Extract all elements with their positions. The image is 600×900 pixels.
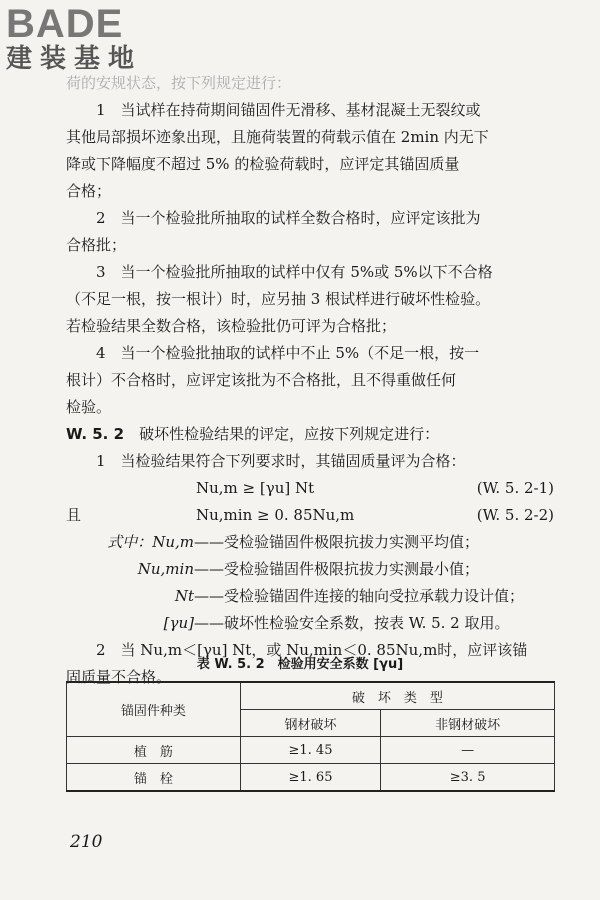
definition: [γu] ——破坏性检验安全系数，按表 W. 5. 2 取用。	[163, 614, 510, 632]
logo	[6, 4, 142, 74]
item-4: 4 当一个检验批抽取的试样中不止 5%（不足一根，按一 根计）不合格时，应评定该批为不合格批，且不得重做任何 检验。	[66, 344, 480, 416]
sub-item-2: 2 当 Nu,m＜[γu] Nt，或 Nu,min＜0. 85Nu,m时，应评该锚 固质量不合格。	[66, 641, 528, 686]
logo-wordmark: BADE	[6, 2, 124, 46]
item-2: 2 当一个检验批所抽取的试样全数合格时，应评定该批为 合格批；	[66, 209, 481, 254]
header-anchor-type: 锚固件种类	[67, 682, 241, 737]
header-failure-type: 破 坏 类 型	[240, 682, 554, 710]
intro-line: 荷的安规状态，按下列规定进行：	[66, 74, 292, 92]
safety-factor-table	[66, 681, 555, 792]
header-steel-failure: 钢材破坏	[240, 710, 381, 737]
body-text	[66, 70, 554, 691]
clause-heading	[66, 421, 554, 448]
clause-number: W. 5. 2	[66, 425, 125, 443]
formula-1: Nu,m ≥ [γu] Nt (W. 5. 2-1)	[196, 479, 554, 497]
page-number: 210	[70, 832, 103, 852]
header-nonsteel-failure: 非钢材破坏	[381, 710, 555, 737]
item-3: 3 当一个检验批所抽取的试样中仅有 5%或 5%以下不合格 （不足一根，按一根计）时，应另抽 3 根试样进行破坏性检验。 若检验结果全数合格，该检验批仍可评为合格批；	[66, 263, 493, 335]
table-caption: 表 W. 5. 2 检验用安全系数 [γu]	[196, 657, 404, 672]
definition: Nt ——受检验锚固件连接的轴向受拉承载力设计值；	[174, 587, 525, 605]
item-1: 1 当试样在持荷期间锚固件无滑移、基材混凝土无裂纹或 其他局部损坏迹象出现，且施荷装置的荷载示值在 2min 内无下 降或下降幅度不超过 5% 的检验荷载时，应评定其锚固质量 合格；	[66, 101, 489, 200]
sub-item-1: 1 当检验结果符合下列要求时，其锚固质量评为合格：	[96, 452, 466, 470]
logo-subtitle: 建装基地	[6, 44, 143, 74]
table-row: 锚 栓 ≥1. 65 ≥3. 5	[67, 764, 555, 792]
clause-text: 破坏性检验结果的评定，应按下列规定进行：	[139, 425, 440, 443]
definition: Nu,min ——受检验锚固件极限抗拔力实测最小值；	[137, 560, 480, 578]
definition: 式中：Nu,m ——受检验锚固件极限抗拔力实测平均值；	[107, 533, 480, 551]
table-row: 植 筋 ≥1. 45 —	[67, 737, 555, 764]
formula-2: 且 Nu,min ≥ 0. 85Nu,m (W. 5. 2-2)	[66, 506, 554, 524]
